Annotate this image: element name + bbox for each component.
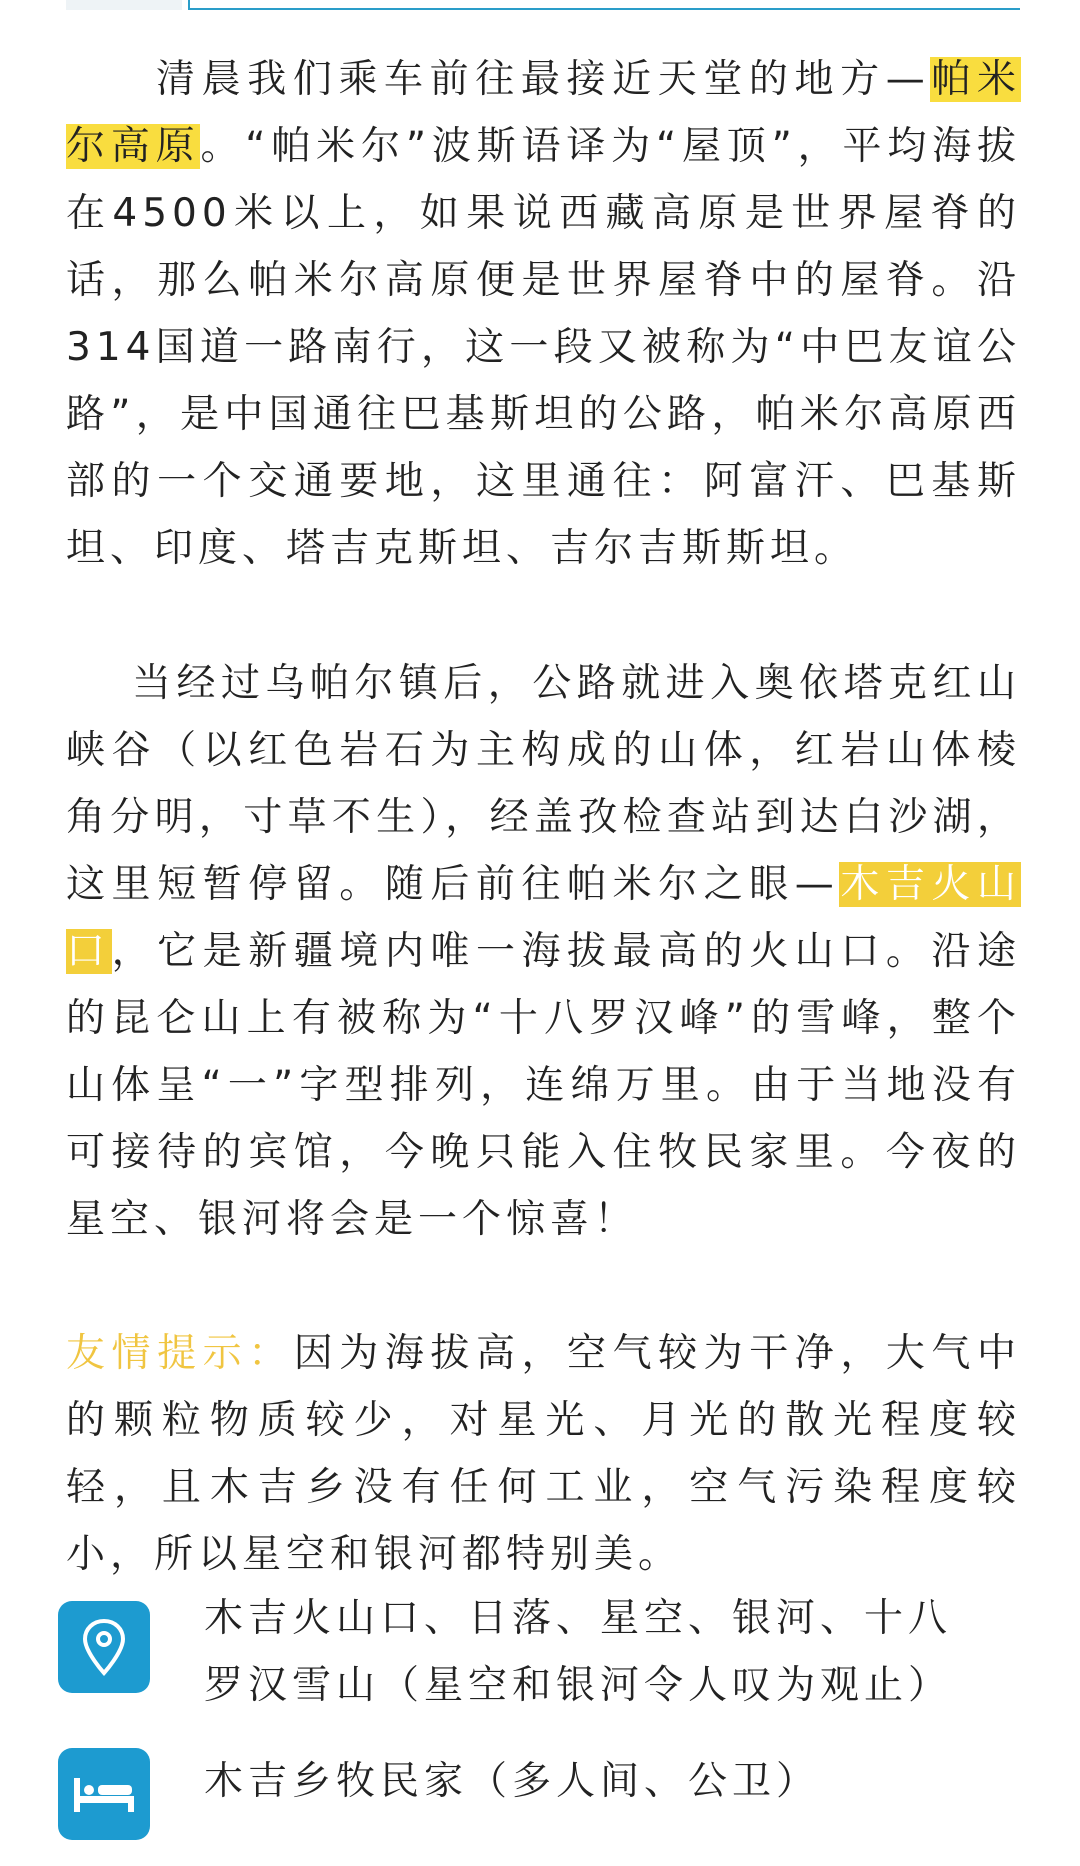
route-text-after: ，它是新疆境内唯一海拔最高的火山口。沿途的昆仑山上有被称为“十八罗汉峰”的雪峰，整个山体呈“一”字型排列，连绵万里。由于当地没有可接待的宾馆，今晚只能入住牧民家里。今夜的星空、银河将会是一个惊喜！: [66, 929, 1021, 1242]
route-text-before: 当经过乌帕尔镇后，公路就进入奥依塔克红山峡谷（以红色岩石为主构成的山体，红岩山体棱角分明，寸草不生），经盖孜检查站到达白沙湖，这里短暂停留。随后前往帕米尔之眼—: [66, 661, 1021, 907]
location-pin-icon: [58, 1601, 150, 1693]
intro-paragraph: [66, 46, 1021, 582]
route-paragraph: [66, 650, 1021, 1253]
tip-text: 因为海拔高，空气较为干净，大气中的颗粒物质较少，对星光、月光的散光程度较轻，且木吉乡没有任何工业，空气污染程度较小，所以星空和银河都特别美。: [66, 1331, 1021, 1577]
highlight-muji-crater: 木吉火山口: [66, 862, 1021, 974]
bed-icon: [58, 1748, 150, 1840]
sights-text: 木吉火山口、日落、星空、银河、十八罗汉雪山（星空和银河令人叹为观止）: [204, 1596, 953, 1708]
top-tab-decoration: [66, 0, 182, 10]
lodging-text: 木吉乡牧民家（多人间、公卫）: [204, 1759, 821, 1804]
tip-label: 友情提示：: [66, 1331, 294, 1376]
intro-text-before: 清晨我们乘车前往最接近天堂的地方—: [156, 57, 930, 102]
tip-paragraph: [66, 1320, 1021, 1588]
top-frame-decoration: [188, 0, 1020, 10]
intro-text-after: 。“帕米尔”波斯语译为“屋顶”，平均海拔在4500米以上，如果说西藏高原是世界屋脊的话，那么帕米尔高原便是世界屋脊中的屋脊。沿314国道一路南行，这一段又被称为“中巴友谊公路”，是中国通往巴基斯坦的公路，帕米尔高原西部的一个交通要地，这里通往：阿富汗、巴基斯坦、印度、塔吉克斯坦、吉尔吉斯斯坦。: [66, 124, 1021, 571]
highlight-pamir-plateau: 帕米尔高原: [66, 57, 1021, 169]
